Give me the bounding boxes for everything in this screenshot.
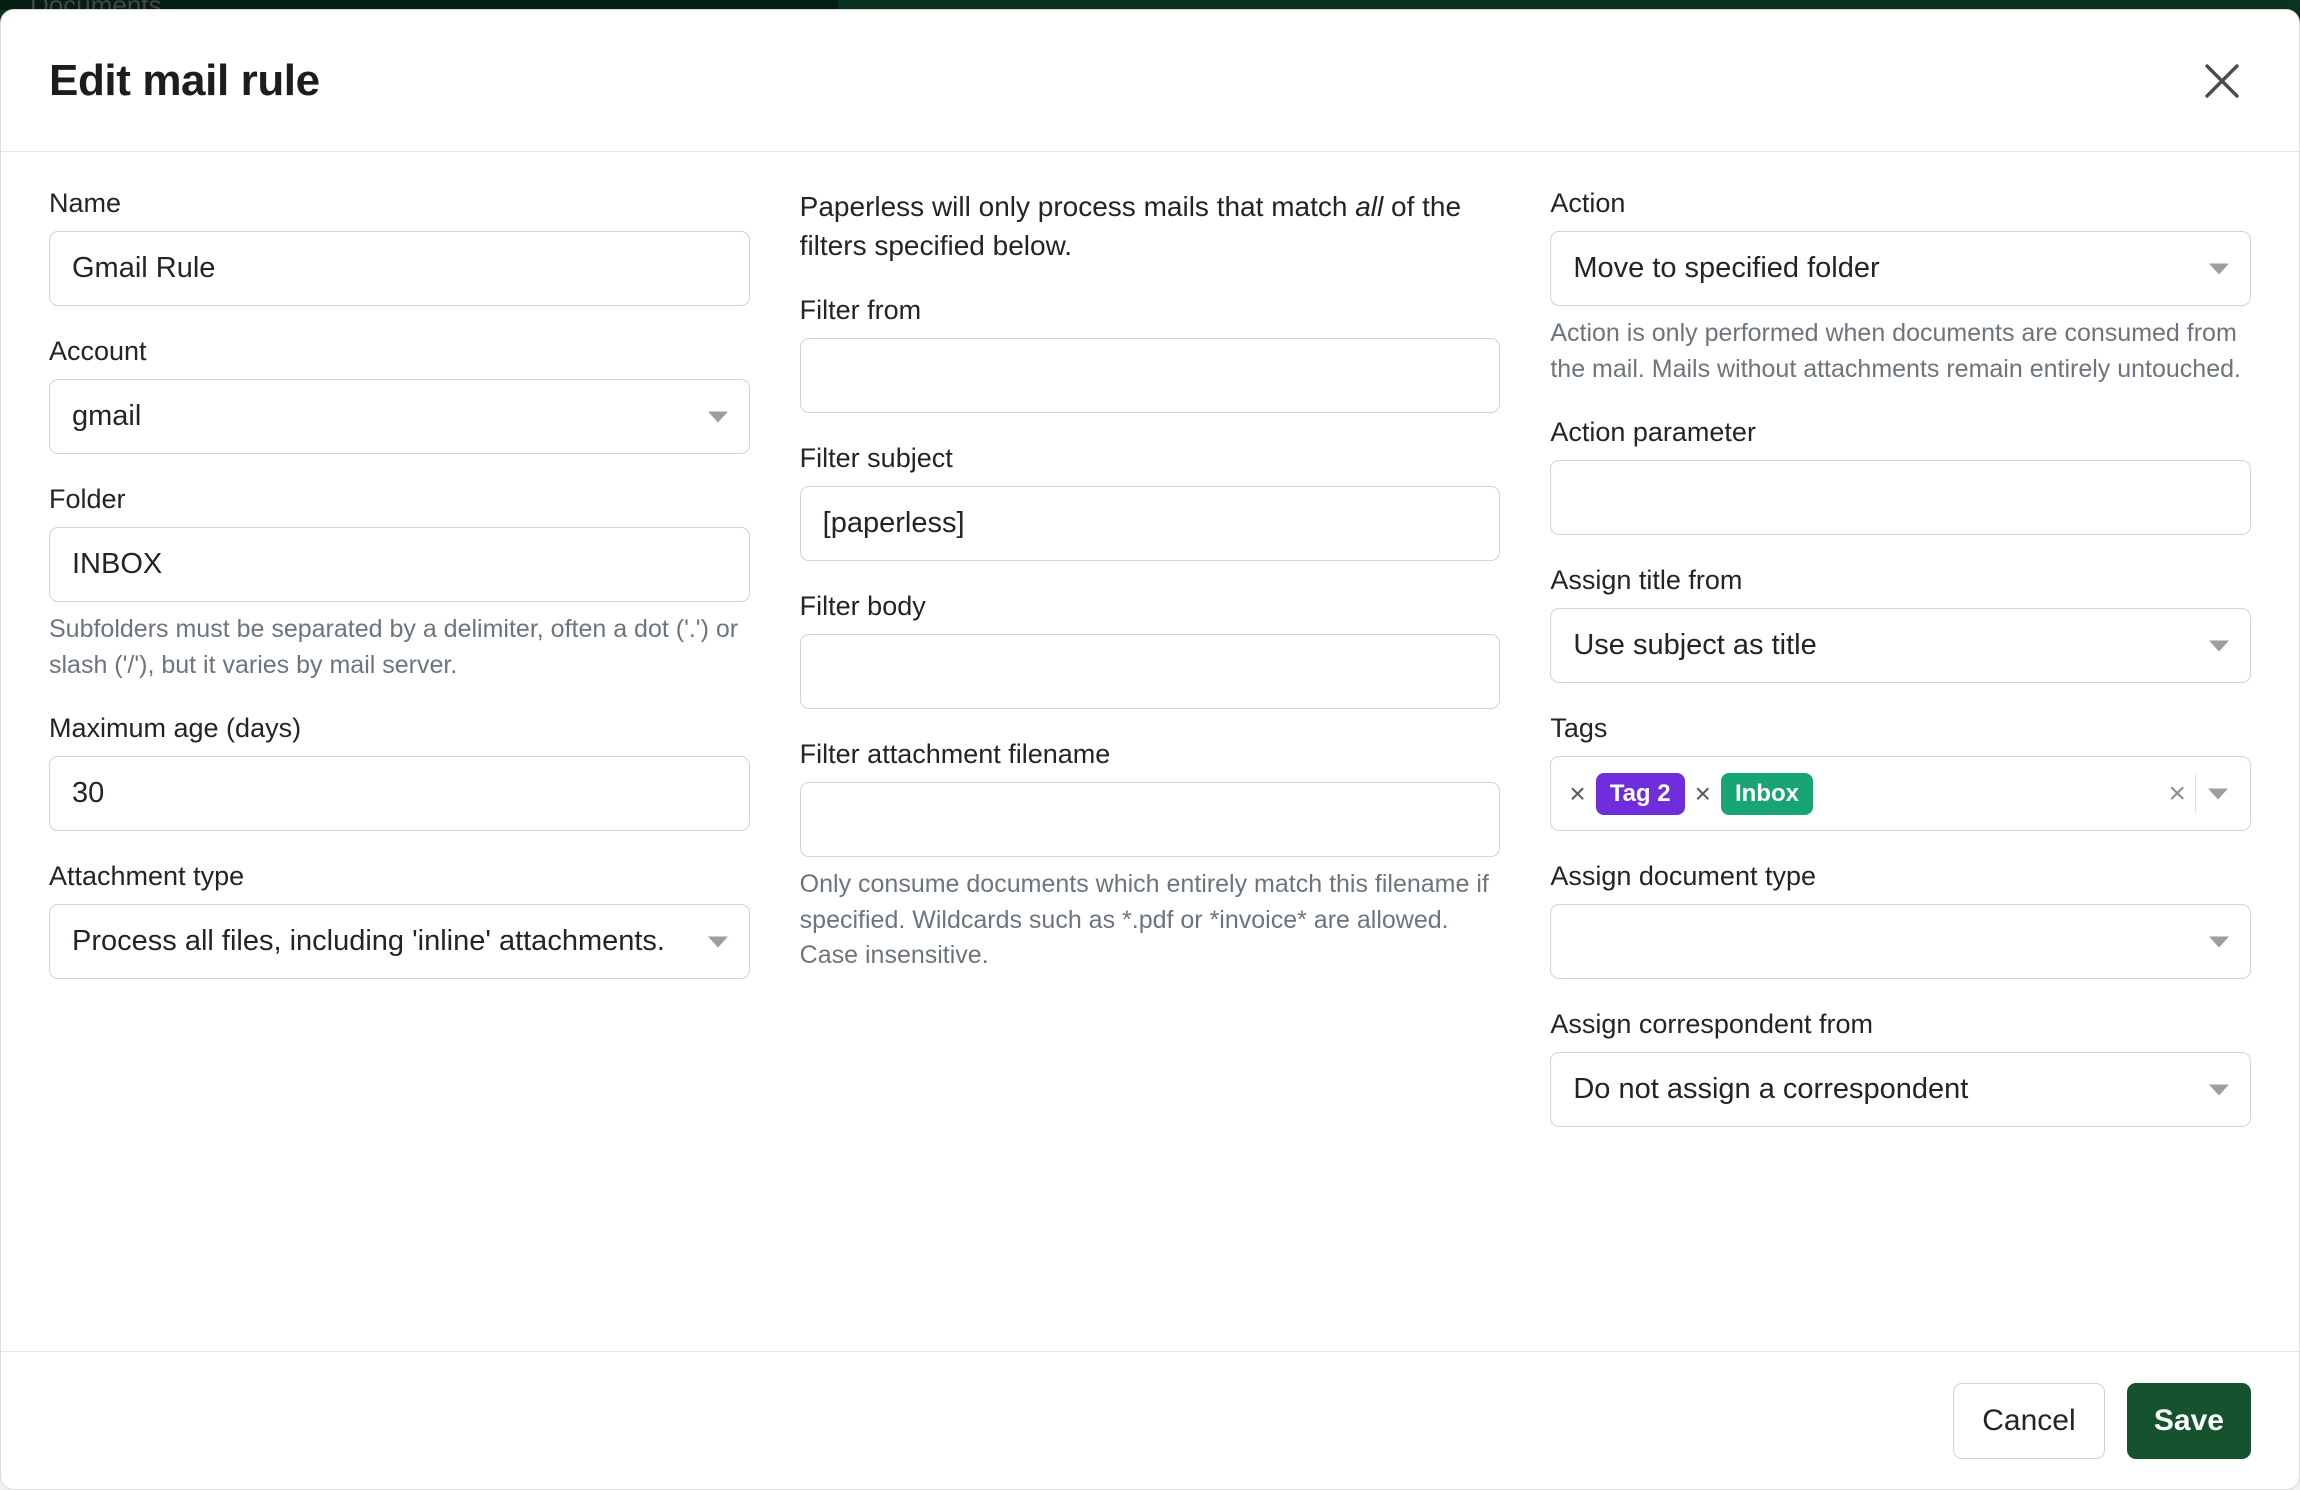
filters-intro-text <box>800 188 1501 265</box>
field-action-parameter <box>1550 417 2251 535</box>
maximum-age-input[interactable] <box>49 756 750 831</box>
tags-input[interactable] <box>1550 756 2251 831</box>
folder-help-text: Subfolders must be separated by a delimiter, often a dot ('.') or slash ('/'), but it varies by mail server. <box>49 615 739 679</box>
attachment-type-select[interactable]: Process all files, including 'inline' attachments. <box>49 904 750 979</box>
assign-title-from-select-wrap <box>1550 608 2251 683</box>
field-filter-from <box>800 295 1501 413</box>
maximum-age-label: Maximum age (days) <box>49 713 302 743</box>
close-icon-glyph <box>2200 59 2244 103</box>
attachment-type-select-wrap <box>49 904 750 979</box>
field-tags <box>1550 713 2251 831</box>
dialog-footer <box>1 1351 2299 1489</box>
tag-label: Inbox <box>1721 773 1813 815</box>
action-parameter-label: Action parameter <box>1550 417 1756 447</box>
filter-attachment-filename-label: Filter attachment filename <box>799 739 1111 770</box>
column-rule-settings <box>49 188 750 1351</box>
filters-intro-after: of the filters specified below. <box>799 191 1462 261</box>
tags-label: Tags <box>1550 713 1608 743</box>
assign-correspondent-from-select-wrap <box>1550 1052 2251 1127</box>
filter-subject-input[interactable] <box>800 486 1501 561</box>
folder-label: Folder <box>49 484 126 514</box>
folder-input[interactable] <box>49 527 750 602</box>
field-folder <box>49 484 750 683</box>
dialog-title: Edit mail rule <box>49 55 320 105</box>
tag-chip[interactable] <box>1569 773 1684 815</box>
field-filter-subject <box>800 443 1501 561</box>
tags-divider <box>2195 773 2196 814</box>
field-name <box>49 188 750 306</box>
edit-mail-rule-dialog <box>0 9 2300 1490</box>
field-account <box>49 336 750 454</box>
action-help-text: Action is only performed when documents are consumed from the mail. Mails without attachments remain entirely untouched. <box>1550 319 2241 383</box>
filter-body-input[interactable] <box>800 634 1501 709</box>
assign-document-type-select-wrap <box>1550 904 2251 979</box>
name-label: Name <box>49 188 122 218</box>
filter-from-label: Filter from <box>799 295 922 326</box>
field-assign-correspondent-from <box>1550 1009 2251 1127</box>
clear-tags-icon[interactable]: × <box>2168 776 2187 810</box>
attachment-type-label: Attachment type <box>49 861 245 891</box>
assign-document-type-select[interactable] <box>1550 904 2251 979</box>
dialog-body <box>1 152 2299 1351</box>
assign-title-from-select[interactable]: Use subject as title <box>1550 608 2251 683</box>
filter-subject-label: Filter subject <box>799 443 953 474</box>
filter-from-input[interactable] <box>800 338 1501 413</box>
action-parameter-input[interactable] <box>1550 460 2251 535</box>
account-label: Account <box>49 336 147 366</box>
account-select[interactable]: gmail <box>49 379 750 454</box>
field-action <box>1550 188 2251 387</box>
field-attachment-type <box>49 861 750 979</box>
filters-intro-before: Paperless will only process mails that match <box>799 191 1356 222</box>
field-maximum-age <box>49 713 750 831</box>
remove-tag-icon[interactable]: × <box>1694 777 1711 809</box>
filter-attachment-filename-input[interactable] <box>800 782 1501 857</box>
column-filters <box>800 188 1501 1351</box>
chevron-down-icon <box>2208 788 2228 799</box>
assign-correspondent-from-select[interactable]: Do not assign a correspondent <box>1550 1052 2251 1127</box>
column-actions <box>1550 188 2251 1351</box>
assign-correspondent-from-label: Assign correspondent from <box>1550 1009 1873 1039</box>
field-filter-body <box>800 591 1501 709</box>
filter-body-label: Filter body <box>799 591 926 622</box>
name-input[interactable] <box>49 231 750 306</box>
field-filter-attachment-filename <box>800 739 1501 974</box>
close-icon[interactable] <box>2193 52 2251 110</box>
account-select-wrap <box>49 379 750 454</box>
save-button[interactable]: Save <box>2127 1383 2251 1459</box>
tag-label: Tag 2 <box>1596 773 1685 815</box>
remove-tag-icon[interactable]: × <box>1569 777 1586 809</box>
action-label: Action <box>1550 188 1626 218</box>
dialog-header <box>1 10 2299 152</box>
tag-chip[interactable] <box>1695 773 1813 815</box>
filter-attachment-help-text: Only consume documents which entirely match this filename if specified. Wildcards such as *.pdf or *invoice* are allowed. Case insensitive. <box>799 870 1489 970</box>
field-assign-title-from <box>1550 565 2251 683</box>
assign-title-from-label: Assign title from <box>1550 565 1743 595</box>
filters-intro-emphasis: all <box>1355 191 1384 222</box>
field-assign-document-type <box>1550 861 2251 979</box>
action-select[interactable]: Move to specified folder <box>1550 231 2251 306</box>
action-select-wrap <box>1550 231 2251 306</box>
cancel-button[interactable]: Cancel <box>1953 1383 2105 1459</box>
assign-document-type-label: Assign document type <box>1550 861 1816 891</box>
